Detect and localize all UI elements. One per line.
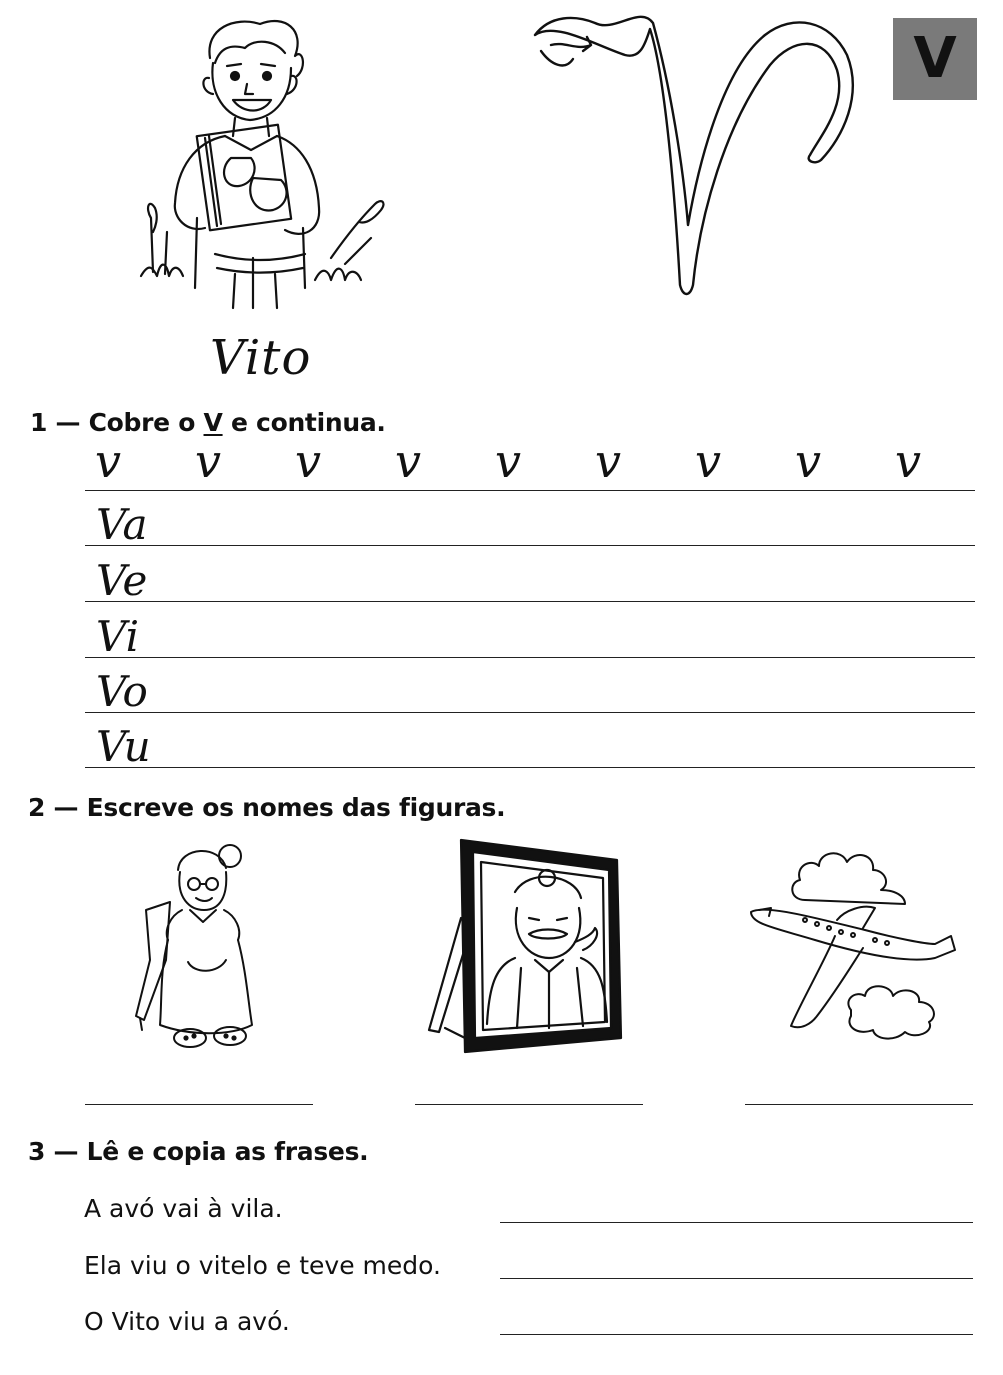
- answer-line-figure-3[interactable]: [745, 1104, 973, 1105]
- copy-line-1[interactable]: [500, 1222, 973, 1223]
- trace-letter: v: [495, 434, 521, 488]
- syllable-model: Vo: [96, 667, 148, 716]
- grandmother-illustration: [130, 840, 265, 1055]
- writing-line[interactable]: [85, 601, 975, 602]
- airplane-illustration: [745, 840, 960, 1050]
- exercise3-dash: —: [53, 1137, 79, 1166]
- trace-letter: v: [295, 434, 321, 488]
- copy-line-2[interactable]: [500, 1278, 973, 1279]
- writing-line[interactable]: [85, 545, 975, 546]
- syllable-model: Vu: [96, 722, 151, 771]
- trace-letter: v: [695, 434, 721, 488]
- writing-line[interactable]: [85, 657, 975, 658]
- trace-letter: v: [795, 434, 821, 488]
- trace-letter-row: [85, 434, 975, 490]
- sentence-1: A avó vai à vila.: [84, 1194, 283, 1223]
- answer-line-figure-1[interactable]: [85, 1104, 313, 1105]
- portrait-illustration: [425, 838, 625, 1056]
- writing-line[interactable]: [85, 490, 975, 491]
- answer-line-figure-2[interactable]: [415, 1104, 643, 1105]
- writing-line[interactable]: [85, 712, 975, 713]
- exercise3-heading: [28, 1137, 368, 1166]
- exercise1-dash: —: [55, 408, 81, 437]
- trace-letter: v: [395, 434, 421, 488]
- exercise1-text-after: e continua.: [230, 408, 386, 437]
- exercise2-heading: [28, 793, 505, 822]
- trace-letter: v: [595, 434, 621, 488]
- writing-line[interactable]: [85, 767, 975, 768]
- letter-badge: [893, 18, 977, 100]
- syllable-model: Vi: [96, 612, 140, 661]
- sentence-3: O Vito viu a avó.: [84, 1307, 290, 1336]
- boy-with-book-illustration: [135, 18, 395, 318]
- exercise1-letter: V: [203, 408, 223, 437]
- exercise1-heading: [30, 408, 386, 437]
- exercise2-number: 2: [28, 793, 46, 822]
- exercise3-number: 3: [28, 1137, 46, 1166]
- copy-line-3[interactable]: [500, 1334, 973, 1335]
- large-letter-v-outline: [525, 15, 855, 360]
- sentence-2: Ela viu o vitelo e teve medo.: [84, 1251, 441, 1280]
- trace-letter: v: [895, 434, 921, 488]
- syllable-model: Va: [96, 500, 148, 549]
- syllable-model: Ve: [96, 556, 148, 605]
- character-name-label: Vito: [210, 330, 312, 386]
- exercise1-number: 1: [30, 408, 48, 437]
- badge-letter: V: [913, 26, 957, 91]
- exercise2-dash: —: [53, 793, 79, 822]
- trace-letter: v: [195, 434, 221, 488]
- exercise1-text-before: Cobre o: [88, 408, 196, 437]
- exercise3-text: Lê e copia as frases.: [86, 1137, 369, 1166]
- exercise2-text: Escreve os nomes das figuras.: [86, 793, 506, 822]
- trace-letter: v: [95, 434, 121, 488]
